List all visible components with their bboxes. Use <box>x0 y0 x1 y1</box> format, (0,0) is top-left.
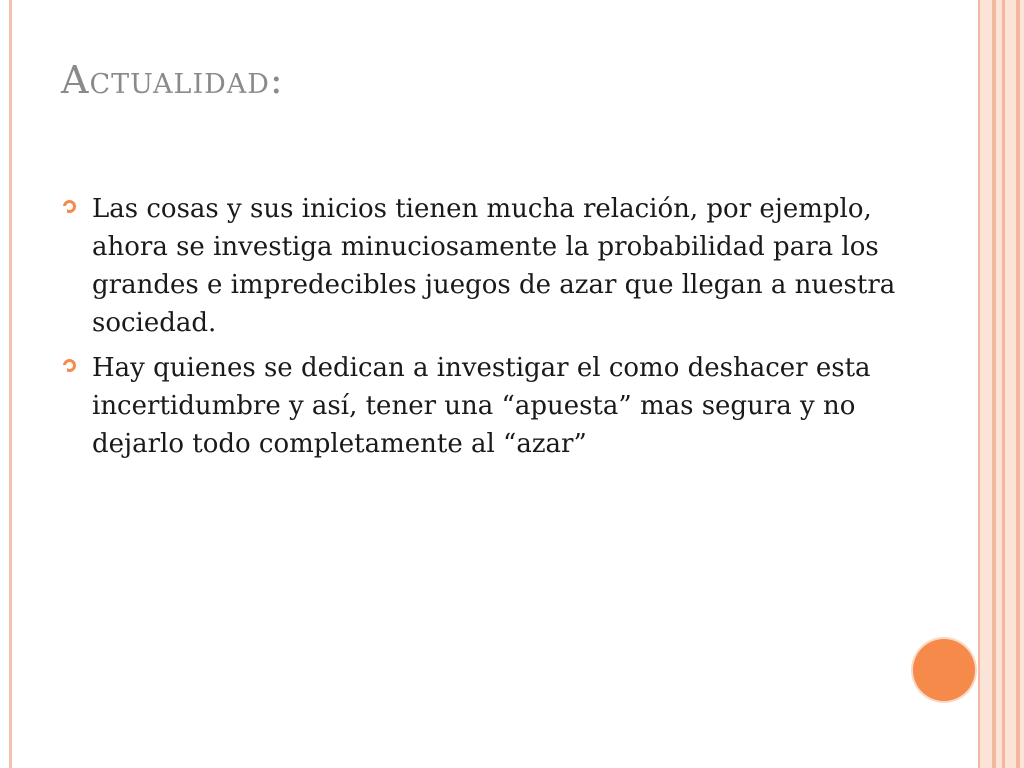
left-border-line <box>9 0 12 768</box>
orange-circle-decoration <box>913 639 975 701</box>
orange-ring-bullet-icon <box>63 359 76 372</box>
bullet-item <box>62 190 902 342</box>
slide-title: Actualidad: <box>61 58 284 102</box>
bullet-text: Hay quienes se dedican a investigar el como deshacer esta incertidumbre y así, tener una “apuesta” mas segura y no dejarlo todo completamente al “azar” <box>92 353 871 459</box>
bullet-item <box>62 349 902 463</box>
right-stripe <box>1002 0 1005 768</box>
orange-ring-bullet-icon <box>63 200 76 213</box>
bullet-list <box>62 190 902 470</box>
right-stripe <box>978 0 980 768</box>
bullet-text: Las cosas y sus inicios tienen mucha relación, por ejemplo, ahora se investiga minuciosamente la probabilidad para los grandes e impredecibles juegos de azar que llegan a nuestra sociedad. <box>92 194 896 338</box>
right-stripe <box>1016 0 1020 768</box>
right-stripe <box>992 0 996 768</box>
